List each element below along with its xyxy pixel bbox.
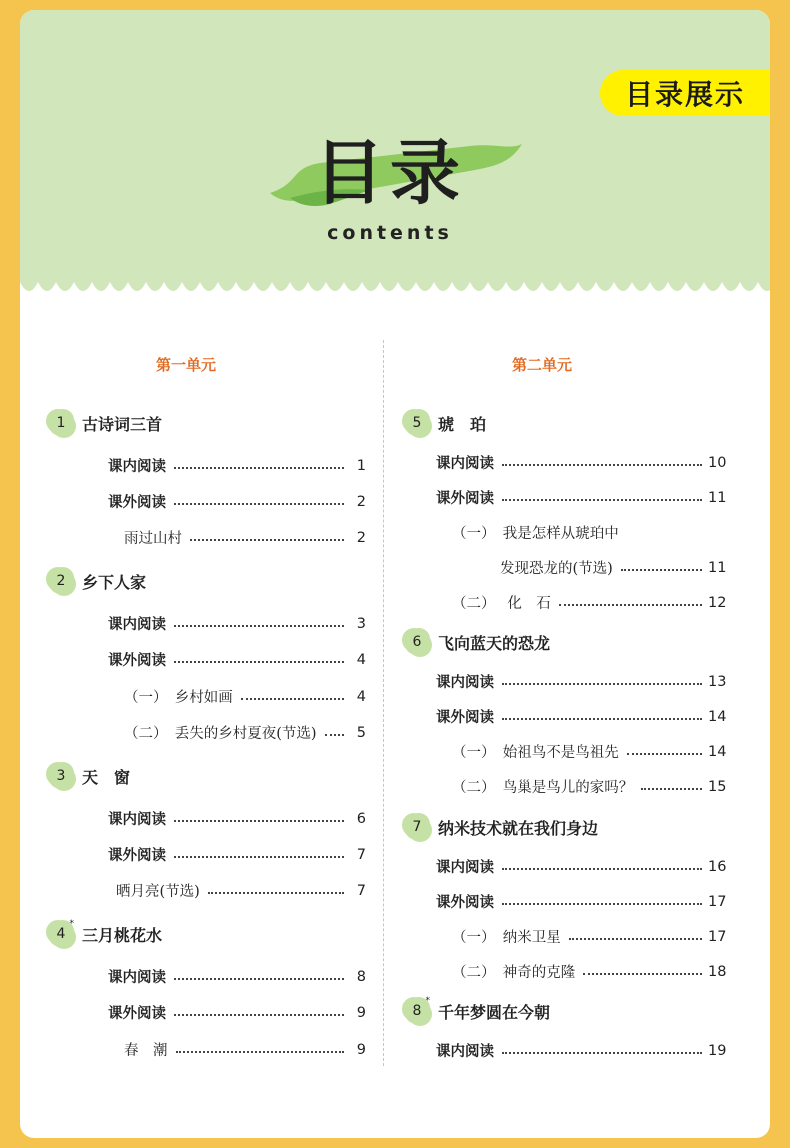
lesson-title: 乡下人家 bbox=[82, 572, 147, 592]
page-number: 10 bbox=[708, 454, 727, 471]
toc-entry[interactable] bbox=[108, 966, 366, 987]
toc-entry[interactable] bbox=[436, 706, 727, 727]
lesson-heading[interactable] bbox=[404, 629, 550, 655]
page-number: 2 bbox=[356, 493, 366, 510]
dot-leader bbox=[569, 938, 702, 940]
lesson-number-badge bbox=[48, 763, 74, 789]
lesson-heading[interactable] bbox=[404, 410, 486, 436]
toc-entry-label: 课外阅读 bbox=[108, 495, 166, 511]
toc-entry-label: （二） 神奇的克隆 bbox=[452, 965, 576, 981]
lesson-title: 千年梦圆在今朝 bbox=[438, 1002, 551, 1022]
toc-entry[interactable] bbox=[452, 522, 724, 543]
unit-title: 第二单元 bbox=[511, 356, 572, 374]
toc-entry-label: （一） 乡村如画 bbox=[124, 690, 233, 706]
toc-entry-label: 课内阅读 bbox=[108, 617, 166, 633]
lesson-heading[interactable] bbox=[404, 814, 598, 840]
lesson-number: 6 bbox=[412, 634, 422, 650]
dot-leader bbox=[502, 499, 702, 501]
toc-entry[interactable] bbox=[108, 844, 366, 865]
toc-entry-label: 春 潮 bbox=[124, 1043, 168, 1059]
toc-entry-label: （二） 化 石 bbox=[452, 596, 551, 612]
toc-entry[interactable] bbox=[436, 452, 727, 473]
toc-entry-label: 课内阅读 bbox=[436, 456, 494, 472]
toc-entry[interactable] bbox=[108, 808, 366, 829]
toc-entry[interactable] bbox=[436, 891, 727, 912]
toc-entry[interactable] bbox=[108, 613, 366, 634]
dot-leader bbox=[621, 569, 702, 571]
lesson-number-badge bbox=[48, 568, 74, 594]
dot-leader bbox=[502, 464, 702, 466]
page-number: 14 bbox=[708, 708, 727, 725]
toc-entry[interactable] bbox=[108, 491, 366, 512]
lesson-number-badge bbox=[48, 921, 74, 947]
lesson-number-badge bbox=[404, 998, 430, 1024]
toc-entry-label: （一） 我是怎样从琥珀中 bbox=[452, 526, 619, 542]
lesson-number-badge bbox=[404, 410, 430, 436]
page-number: 9 bbox=[356, 1041, 366, 1058]
page-number: 9 bbox=[356, 1004, 366, 1021]
dot-leader bbox=[176, 1051, 345, 1053]
toc-entry-label: 课外阅读 bbox=[108, 848, 166, 864]
dot-leader bbox=[502, 718, 702, 720]
page-number: 13 bbox=[708, 673, 727, 690]
toc-entry-label: 晒月亮(节选) bbox=[116, 884, 200, 900]
toc-entry[interactable] bbox=[452, 961, 727, 982]
toc-entry-label: 雨过山村 bbox=[124, 531, 182, 547]
page-number: 18 bbox=[708, 963, 727, 980]
page-number: 12 bbox=[708, 594, 727, 611]
toc-entry-label: 课外阅读 bbox=[436, 895, 494, 911]
toc-entry[interactable] bbox=[124, 722, 366, 743]
lesson-heading[interactable] bbox=[48, 763, 130, 789]
dot-leader bbox=[502, 903, 702, 905]
page-number: 8 bbox=[356, 968, 366, 985]
dot-leader bbox=[583, 973, 702, 975]
lesson-title: 纳米技术就在我们身边 bbox=[438, 818, 599, 838]
toc-entry-label: （二） 丢失的乡村夏夜(节选) bbox=[124, 726, 317, 742]
toc-entry[interactable] bbox=[436, 1040, 727, 1061]
toc-entry[interactable] bbox=[452, 741, 727, 762]
lesson-number: 4 bbox=[56, 926, 66, 942]
toc-entry[interactable] bbox=[452, 592, 727, 613]
lesson-title: 天 窗 bbox=[82, 767, 131, 787]
dot-leader bbox=[174, 503, 344, 505]
page-number: 17 bbox=[708, 928, 727, 945]
toc-entry[interactable] bbox=[436, 856, 727, 877]
toc-entry[interactable] bbox=[436, 671, 727, 692]
dot-leader bbox=[208, 892, 344, 894]
toc-entry-label: 发现恐龙的(节选) bbox=[500, 561, 613, 577]
page-number: 2 bbox=[356, 529, 366, 546]
lesson-number: 2 bbox=[56, 573, 66, 589]
page-number: 7 bbox=[356, 882, 366, 899]
page-number: 11 bbox=[708, 559, 727, 576]
page-subtitle: contents bbox=[327, 222, 453, 244]
dot-leader bbox=[174, 1014, 344, 1016]
scallop-edge bbox=[20, 266, 770, 302]
toc-entry-label: 课外阅读 bbox=[436, 491, 494, 507]
lesson-number-badge bbox=[48, 410, 74, 436]
lesson-star-mark: * bbox=[425, 996, 430, 1006]
page-number: 15 bbox=[708, 778, 727, 795]
toc-entry-label: 课内阅读 bbox=[436, 675, 494, 691]
column-divider bbox=[383, 340, 384, 1066]
dot-leader bbox=[174, 625, 344, 627]
page-title: 目录 bbox=[314, 132, 466, 214]
page-number: 17 bbox=[708, 893, 727, 910]
toc-badge: 目录展示 bbox=[600, 70, 770, 116]
page-number: 6 bbox=[356, 810, 366, 827]
page-number: 7 bbox=[356, 846, 366, 863]
toc-entry-label: 课外阅读 bbox=[108, 653, 166, 669]
dot-leader bbox=[174, 467, 344, 469]
dot-leader bbox=[559, 604, 702, 606]
page-number: 19 bbox=[708, 1042, 727, 1059]
lesson-number-badge bbox=[404, 629, 430, 655]
dot-leader bbox=[502, 868, 702, 870]
lesson-title: 飞向蓝天的恐龙 bbox=[438, 633, 551, 653]
lesson-title: 古诗词三首 bbox=[82, 414, 163, 434]
lesson-number: 1 bbox=[56, 415, 66, 431]
lesson-star-mark: * bbox=[69, 919, 74, 929]
dot-leader bbox=[502, 683, 702, 685]
dot-leader bbox=[174, 856, 344, 858]
page-number: 14 bbox=[708, 743, 727, 760]
toc-entry-label: 课内阅读 bbox=[108, 459, 166, 475]
toc-entry-label: （一） 始祖鸟不是鸟祖先 bbox=[452, 745, 619, 761]
unit-title: 第一单元 bbox=[155, 356, 216, 374]
toc-entry[interactable] bbox=[116, 880, 366, 901]
page-number: 3 bbox=[356, 615, 366, 632]
dot-leader bbox=[502, 1052, 702, 1054]
toc-entry[interactable] bbox=[124, 527, 366, 548]
toc-entry-label: （二） 鸟巢是鸟儿的家吗？ bbox=[452, 780, 634, 796]
dot-leader bbox=[627, 753, 702, 755]
dot-leader bbox=[325, 734, 344, 736]
page-number: 4 bbox=[356, 651, 366, 668]
toc-entry[interactable] bbox=[436, 487, 727, 508]
dot-leader bbox=[241, 698, 344, 700]
toc-entry[interactable] bbox=[124, 1039, 366, 1060]
dot-leader bbox=[174, 978, 344, 980]
toc-entry-label: 课内阅读 bbox=[436, 860, 494, 876]
toc-entry[interactable] bbox=[108, 455, 366, 476]
lesson-heading[interactable] bbox=[48, 921, 162, 947]
toc-entry-label: 课内阅读 bbox=[436, 1044, 494, 1060]
toc-entry[interactable] bbox=[452, 926, 727, 947]
page-number: 4 bbox=[356, 688, 366, 705]
lesson-heading[interactable] bbox=[48, 568, 146, 594]
toc-entry-label: （一） 纳米卫星 bbox=[452, 930, 561, 946]
toc-entry-label: 课内阅读 bbox=[108, 812, 166, 828]
dot-leader bbox=[174, 661, 344, 663]
lesson-heading[interactable] bbox=[404, 998, 550, 1024]
toc-entry[interactable] bbox=[108, 649, 366, 670]
lesson-number: 5 bbox=[412, 415, 422, 431]
lesson-number-badge bbox=[404, 814, 430, 840]
toc-entry[interactable] bbox=[500, 557, 727, 578]
lesson-title: 三月桃花水 bbox=[82, 925, 163, 945]
contents-page bbox=[20, 10, 770, 1138]
toc-entry-label: 课外阅读 bbox=[436, 710, 494, 726]
toc-entry[interactable] bbox=[108, 1002, 366, 1023]
toc-entry[interactable] bbox=[124, 686, 366, 707]
page-number: 5 bbox=[356, 724, 366, 741]
dot-leader bbox=[641, 788, 702, 790]
lesson-heading[interactable] bbox=[48, 410, 162, 436]
page-number: 16 bbox=[708, 858, 727, 875]
dot-leader bbox=[190, 539, 344, 541]
toc-entry[interactable] bbox=[452, 776, 727, 797]
lesson-number: 8 bbox=[412, 1003, 422, 1019]
toc-entry-label: 课外阅读 bbox=[108, 1006, 166, 1022]
lesson-number: 3 bbox=[56, 768, 66, 784]
dot-leader bbox=[174, 820, 344, 822]
lesson-number: 7 bbox=[412, 819, 422, 835]
lesson-title: 琥 珀 bbox=[438, 414, 487, 434]
page-number: 11 bbox=[708, 489, 727, 506]
page-number: 1 bbox=[356, 457, 366, 474]
toc-entry-label: 课内阅读 bbox=[108, 970, 166, 986]
